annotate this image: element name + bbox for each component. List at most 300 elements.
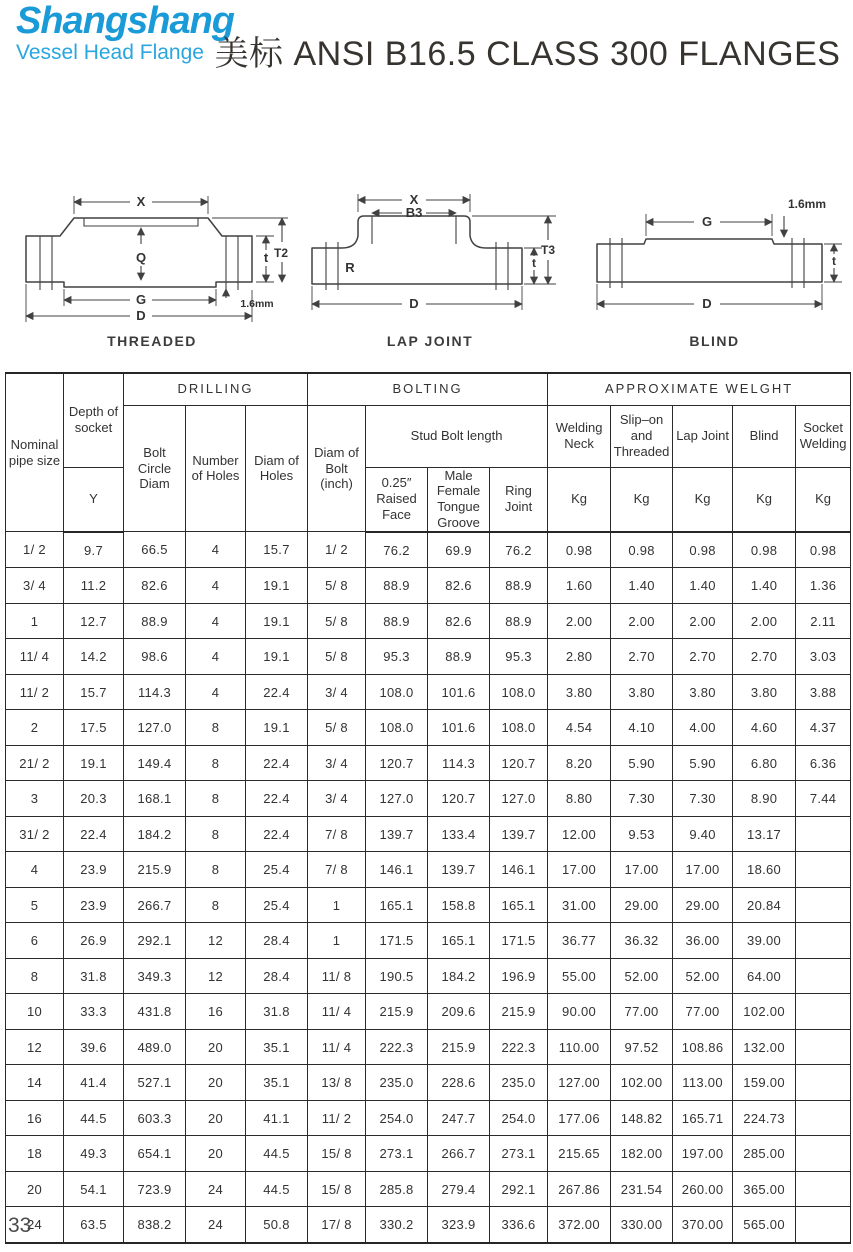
table-cell: 235.0 <box>490 1065 548 1101</box>
table-cell: 114.3 <box>124 674 186 710</box>
table-cell: 44.5 <box>64 1100 124 1136</box>
table-cell: 431.8 <box>124 994 186 1030</box>
table-row <box>6 994 851 1030</box>
table-row <box>6 710 851 746</box>
table-cell: 8 <box>186 816 246 852</box>
table-cell: 44.5 <box>246 1171 308 1207</box>
table-cell: 215.9 <box>366 994 428 1030</box>
table-cell: 20 <box>186 1029 246 1065</box>
dim-label-x: X <box>136 194 146 209</box>
table-cell: 132.00 <box>733 1029 796 1065</box>
table-cell: 11/ 4 <box>308 1029 366 1065</box>
table-cell: 165.1 <box>366 887 428 923</box>
table-cell: 18 <box>6 1136 64 1172</box>
table-cell: 9.7 <box>64 532 124 568</box>
table-cell: 267.86 <box>548 1171 611 1207</box>
table-cell: 101.6 <box>428 710 490 746</box>
table-cell: 20 <box>6 1171 64 1207</box>
table-cell: 15/ 8 <box>308 1171 366 1207</box>
table-cell: 16 <box>6 1100 64 1136</box>
table-cell: 20.3 <box>64 781 124 817</box>
dim-label-rf: 1.6mm <box>240 298 274 310</box>
table-cell: 101.6 <box>428 674 490 710</box>
table-row <box>6 852 851 888</box>
table-cell: 15/ 8 <box>308 1136 366 1172</box>
table-cell <box>796 1065 851 1101</box>
table-cell: 17/ 8 <box>308 1207 366 1243</box>
col-header-welding-neck: Welding Neck <box>548 405 611 467</box>
table-row <box>6 816 851 852</box>
table-cell: 2.70 <box>673 639 733 675</box>
table-cell: 25.4 <box>246 887 308 923</box>
table-row <box>6 958 851 994</box>
dim-label-b3: B3 <box>405 205 423 220</box>
table-cell: 52.00 <box>673 958 733 994</box>
table-cell: 10 <box>6 994 64 1030</box>
table-cell: 35.1 <box>246 1029 308 1065</box>
unit-kg-lap-joint: Kg <box>673 467 733 532</box>
threaded-caption: THREADED <box>107 333 197 349</box>
dim-label-t: t <box>532 256 536 270</box>
table-cell: 11/ 4 <box>308 994 366 1030</box>
table-cell: 6.36 <box>796 745 851 781</box>
table-cell: 190.5 <box>366 958 428 994</box>
table-cell: 102.00 <box>733 994 796 1030</box>
table-cell: 349.3 <box>124 958 186 994</box>
lap-joint-figure <box>300 186 560 349</box>
table-cell: 77.00 <box>673 994 733 1030</box>
table-cell: 139.7 <box>366 816 428 852</box>
table-cell: 19.1 <box>246 603 308 639</box>
table-cell: 28.4 <box>246 923 308 959</box>
col-header-blind: Blind <box>733 405 796 467</box>
table-row <box>6 781 851 817</box>
unit-kg-socket-welding: Kg <box>796 467 851 532</box>
table-cell: 838.2 <box>124 1207 186 1243</box>
table-cell: 88.9 <box>124 603 186 639</box>
table-cell: 6 <box>6 923 64 959</box>
table-cell: 22.4 <box>246 816 308 852</box>
table-cell: 8 <box>186 887 246 923</box>
table-cell: 95.3 <box>366 639 428 675</box>
table-cell <box>796 1136 851 1172</box>
table-cell: 3.88 <box>796 674 851 710</box>
table-cell: 182.00 <box>611 1136 673 1172</box>
table-cell: 2 <box>6 710 64 746</box>
table-cell: 54.1 <box>64 1171 124 1207</box>
table-cell: 49.3 <box>64 1136 124 1172</box>
table-cell: 3.80 <box>673 674 733 710</box>
table-cell: 9.53 <box>611 816 673 852</box>
table-cell: 3 <box>6 781 64 817</box>
page-title: 美标 ANSI B16.5 CLASS 300 FLANGES <box>214 35 841 73</box>
table-cell: 323.9 <box>428 1207 490 1243</box>
table-cell: 7.44 <box>796 781 851 817</box>
table-cell: 215.65 <box>548 1136 611 1172</box>
table-cell: 184.2 <box>124 816 186 852</box>
table-row <box>6 639 851 675</box>
table-cell: 108.86 <box>673 1029 733 1065</box>
table-cell: 1.40 <box>733 568 796 604</box>
flange-spec-table <box>5 372 851 1244</box>
table-cell: 88.9 <box>428 639 490 675</box>
table-cell: 36.00 <box>673 923 733 959</box>
table-cell: 177.06 <box>548 1100 611 1136</box>
table-cell: 120.7 <box>490 745 548 781</box>
table-cell: 20 <box>186 1100 246 1136</box>
table-cell <box>796 887 851 923</box>
table-cell: 372.00 <box>548 1207 611 1243</box>
table-cell: 108.0 <box>490 710 548 746</box>
table-cell: 14 <box>6 1065 64 1101</box>
table-cell: 4.00 <box>673 710 733 746</box>
table-cell <box>796 994 851 1030</box>
table-cell: 231.54 <box>611 1171 673 1207</box>
table-cell: 273.1 <box>366 1136 428 1172</box>
col-header-stud-bolt-length: Stud Bolt length <box>366 405 548 467</box>
dim-label-r: R <box>345 260 355 275</box>
table-cell: 66.5 <box>124 532 186 568</box>
table-cell: 88.9 <box>490 603 548 639</box>
table-cell: 224.73 <box>733 1100 796 1136</box>
threaded-diagram <box>12 186 292 328</box>
table-cell: 4 <box>6 852 64 888</box>
table-cell: 228.6 <box>428 1065 490 1101</box>
col-header-slip-on-threaded: Slip–on and Threaded <box>611 405 673 467</box>
table-cell: 28.4 <box>246 958 308 994</box>
table-cell: 95.3 <box>490 639 548 675</box>
table-row <box>6 923 851 959</box>
table-cell: 603.3 <box>124 1100 186 1136</box>
dim-label-g: G <box>701 214 713 229</box>
table-cell <box>796 1029 851 1065</box>
table-cell: 209.6 <box>428 994 490 1030</box>
table-cell: 254.0 <box>366 1100 428 1136</box>
logo-subtitle: Vessel Head Flange <box>16 41 204 64</box>
table-cell <box>796 1171 851 1207</box>
table-cell: 5/ 8 <box>308 568 366 604</box>
table-cell: 1/ 2 <box>6 532 64 568</box>
table-cell: 29.00 <box>673 887 733 923</box>
col-header-diam-of-holes: Diam of Holes <box>246 405 308 532</box>
unit-kg-blind: Kg <box>733 467 796 532</box>
table-body <box>6 532 851 1243</box>
table-cell: 50.8 <box>246 1207 308 1243</box>
table-cell: 285.8 <box>366 1171 428 1207</box>
table-row <box>6 1136 851 1172</box>
table-cell: 565.00 <box>733 1207 796 1243</box>
table-cell: 90.00 <box>548 994 611 1030</box>
table-cell: 82.6 <box>428 568 490 604</box>
table-cell: 4.37 <box>796 710 851 746</box>
table-cell: 82.6 <box>124 568 186 604</box>
table-cell: 17.00 <box>673 852 733 888</box>
table-row <box>6 745 851 781</box>
table-cell: 1.36 <box>796 568 851 604</box>
table-cell: 8 <box>186 745 246 781</box>
table-cell: 41.1 <box>246 1100 308 1136</box>
table-cell: 4 <box>186 674 246 710</box>
table-cell: 159.00 <box>733 1065 796 1101</box>
table-cell: 133.4 <box>428 816 490 852</box>
table-cell: 5/ 8 <box>308 710 366 746</box>
table-cell: 292.1 <box>490 1171 548 1207</box>
table-cell: 17.5 <box>64 710 124 746</box>
table-cell: 146.1 <box>490 852 548 888</box>
dim-label-d: D <box>702 296 712 311</box>
table-cell <box>796 852 851 888</box>
table-cell: 36.77 <box>548 923 611 959</box>
group-header-approximate-weight: APPROXIMATE WELGHT <box>548 373 851 405</box>
table-cell: 2.00 <box>548 603 611 639</box>
table-cell: 102.00 <box>611 1065 673 1101</box>
table-cell: 654.1 <box>124 1136 186 1172</box>
table-cell: 254.0 <box>490 1100 548 1136</box>
table-cell: 215.9 <box>490 994 548 1030</box>
table-cell: 114.3 <box>428 745 490 781</box>
table-cell: 22.4 <box>246 745 308 781</box>
lap-joint-diagram <box>300 186 560 328</box>
table-cell: 12.00 <box>548 816 611 852</box>
dim-label-rf: 1.6mm <box>787 197 827 211</box>
table-cell: 8 <box>6 958 64 994</box>
table-cell: 25.4 <box>246 852 308 888</box>
table-cell: 1/ 2 <box>308 532 366 568</box>
table-cell: 127.0 <box>124 710 186 746</box>
table-cell: 1 <box>6 603 64 639</box>
table-cell: 108.0 <box>366 674 428 710</box>
table-cell: 266.7 <box>428 1136 490 1172</box>
table-cell <box>796 1100 851 1136</box>
table-cell: 139.7 <box>490 816 548 852</box>
table-cell: 31.8 <box>64 958 124 994</box>
table-cell: 31.00 <box>548 887 611 923</box>
table-cell: 35.1 <box>246 1065 308 1101</box>
table-cell: 29.00 <box>611 887 673 923</box>
table-cell: 165.1 <box>490 887 548 923</box>
table-cell: 22.4 <box>246 674 308 710</box>
table-cell: 5 <box>6 887 64 923</box>
table-cell: 22.4 <box>64 816 124 852</box>
table-cell: 17.00 <box>548 852 611 888</box>
table-cell: 23.9 <box>64 887 124 923</box>
unit-kg-slip-on: Kg <box>611 467 673 532</box>
table-row <box>6 1029 851 1065</box>
table-cell: 235.0 <box>366 1065 428 1101</box>
table-cell: 5.90 <box>611 745 673 781</box>
table-cell: 1.40 <box>673 568 733 604</box>
table-cell: 158.8 <box>428 887 490 923</box>
table-cell: 4 <box>186 639 246 675</box>
table-cell: 120.7 <box>428 781 490 817</box>
group-header-drilling: DRILLING <box>124 373 308 405</box>
table-cell: 18.60 <box>733 852 796 888</box>
table-cell: 39.6 <box>64 1029 124 1065</box>
table-cell: 489.0 <box>124 1029 186 1065</box>
dim-label-t2: T2 <box>273 246 289 260</box>
table-cell: 2.70 <box>733 639 796 675</box>
table-row <box>6 1100 851 1136</box>
table-cell: 19.1 <box>246 710 308 746</box>
table-cell: 11/ 8 <box>308 958 366 994</box>
table-cell: 22.4 <box>246 781 308 817</box>
table-cell: 8 <box>186 781 246 817</box>
table-cell <box>796 816 851 852</box>
table-cell: 7.30 <box>673 781 733 817</box>
table-cell: 5.90 <box>673 745 733 781</box>
table-cell: 1.40 <box>611 568 673 604</box>
table-cell: 2.80 <box>548 639 611 675</box>
table-cell: 113.00 <box>673 1065 733 1101</box>
table-cell: 260.00 <box>673 1171 733 1207</box>
table-cell: 8.20 <box>548 745 611 781</box>
table-cell: 4.60 <box>733 710 796 746</box>
table-cell: 20 <box>186 1136 246 1172</box>
table-cell: 12 <box>6 1029 64 1065</box>
table-cell: 370.00 <box>673 1207 733 1243</box>
table-cell: 165.1 <box>428 923 490 959</box>
dim-label-d: D <box>409 296 419 311</box>
table-cell: 19.1 <box>246 568 308 604</box>
table-cell: 168.1 <box>124 781 186 817</box>
table-cell: 127.0 <box>366 781 428 817</box>
col-header-lap-joint: Lap Joint <box>673 405 733 467</box>
table-row <box>6 532 851 568</box>
table-cell: 196.9 <box>490 958 548 994</box>
table-cell: 149.4 <box>124 745 186 781</box>
table-cell: 11.2 <box>64 568 124 604</box>
table-cell: 19.1 <box>246 639 308 675</box>
table-cell: 6.80 <box>733 745 796 781</box>
table-cell: 0.98 <box>733 532 796 568</box>
table-cell: 4.54 <box>548 710 611 746</box>
table-cell: 11/ 4 <box>6 639 64 675</box>
table-cell: 222.3 <box>490 1029 548 1065</box>
table-cell: 330.00 <box>611 1207 673 1243</box>
dim-label-q: Q <box>135 250 147 265</box>
blind-diagram <box>582 186 847 328</box>
table-cell: 23.9 <box>64 852 124 888</box>
table-cell: 16 <box>186 994 246 1030</box>
threaded-figure <box>12 186 292 349</box>
dim-label-t: t <box>832 254 836 268</box>
table-cell: 4 <box>186 532 246 568</box>
table-cell: 44.5 <box>246 1136 308 1172</box>
dim-label-g: G <box>135 292 147 307</box>
table-cell: 1 <box>308 923 366 959</box>
logo-brand: Shangshang <box>16 0 235 42</box>
table-cell: 13/ 8 <box>308 1065 366 1101</box>
table-cell: 222.3 <box>366 1029 428 1065</box>
table-cell: 2.70 <box>611 639 673 675</box>
table-cell: 247.7 <box>428 1100 490 1136</box>
table-cell: 7/ 8 <box>308 816 366 852</box>
table-cell: 24 <box>6 1207 64 1243</box>
table-cell: 12.7 <box>64 603 124 639</box>
col-header-diam-of-bolt: Diam of Bolt (inch) <box>308 405 366 532</box>
table-cell: 2.11 <box>796 603 851 639</box>
table-cell: 11/ 2 <box>6 674 64 710</box>
col-header-depth-of-socket: Depth of socket <box>64 373 124 467</box>
table-cell <box>796 1207 851 1243</box>
table-cell: 273.1 <box>490 1136 548 1172</box>
table-cell: 215.9 <box>428 1029 490 1065</box>
table-cell: 20.84 <box>733 887 796 923</box>
table-cell: 0.98 <box>548 532 611 568</box>
table-cell: 76.2 <box>366 532 428 568</box>
table-cell: 4.10 <box>611 710 673 746</box>
table-cell: 88.9 <box>366 568 428 604</box>
table-cell: 15.7 <box>64 674 124 710</box>
table-cell: 21/ 2 <box>6 745 64 781</box>
table-cell: 13.17 <box>733 816 796 852</box>
table-cell: 215.9 <box>124 852 186 888</box>
table-cell: 2.00 <box>611 603 673 639</box>
table-cell: 527.1 <box>124 1065 186 1101</box>
header-row-columns <box>6 405 851 467</box>
table-cell: 165.71 <box>673 1100 733 1136</box>
table-row <box>6 887 851 923</box>
table-cell: 33.3 <box>64 994 124 1030</box>
table-cell: 19.1 <box>64 745 124 781</box>
table-cell: 148.82 <box>611 1100 673 1136</box>
table-cell: 8 <box>186 852 246 888</box>
table-cell: 14.2 <box>64 639 124 675</box>
table-cell: 120.7 <box>366 745 428 781</box>
table-cell: 3/ 4 <box>308 674 366 710</box>
table-row <box>6 674 851 710</box>
table-cell: 4 <box>186 603 246 639</box>
col-header-raised-face: 0.25″ Raised Face <box>366 467 428 532</box>
table-cell: 139.7 <box>428 852 490 888</box>
table-cell: 69.9 <box>428 532 490 568</box>
table-cell: 723.9 <box>124 1171 186 1207</box>
table-cell: 184.2 <box>428 958 490 994</box>
table-cell: 31/ 2 <box>6 816 64 852</box>
table-cell: 197.00 <box>673 1136 733 1172</box>
table-cell: 3/ 4 <box>308 781 366 817</box>
table-row <box>6 1065 851 1101</box>
table-cell <box>796 923 851 959</box>
table-cell: 127.00 <box>548 1065 611 1101</box>
table-cell: 171.5 <box>366 923 428 959</box>
dim-label-t3: T3 <box>540 243 556 257</box>
table-cell: 3.80 <box>548 674 611 710</box>
table-cell: 88.9 <box>490 568 548 604</box>
table-cell: 285.00 <box>733 1136 796 1172</box>
table-cell: 82.6 <box>428 603 490 639</box>
table-cell: 2.00 <box>673 603 733 639</box>
dim-label-x: X <box>409 192 419 207</box>
table-cell: 127.0 <box>490 781 548 817</box>
table-cell: 55.00 <box>548 958 611 994</box>
table-cell: 1 <box>308 887 366 923</box>
header-row-groups <box>6 373 851 405</box>
table-cell: 279.4 <box>428 1171 490 1207</box>
table-cell: 31.8 <box>246 994 308 1030</box>
col-header-y: Y <box>64 467 124 532</box>
table-cell: 77.00 <box>611 994 673 1030</box>
table-cell: 0.98 <box>796 532 851 568</box>
table-cell: 97.52 <box>611 1029 673 1065</box>
table-cell: 266.7 <box>124 887 186 923</box>
table-cell: 7.30 <box>611 781 673 817</box>
table-cell: 108.0 <box>366 710 428 746</box>
blind-figure <box>582 186 847 349</box>
table-cell: 110.00 <box>548 1029 611 1065</box>
table-cell: 5/ 8 <box>308 639 366 675</box>
table-cell: 365.00 <box>733 1171 796 1207</box>
